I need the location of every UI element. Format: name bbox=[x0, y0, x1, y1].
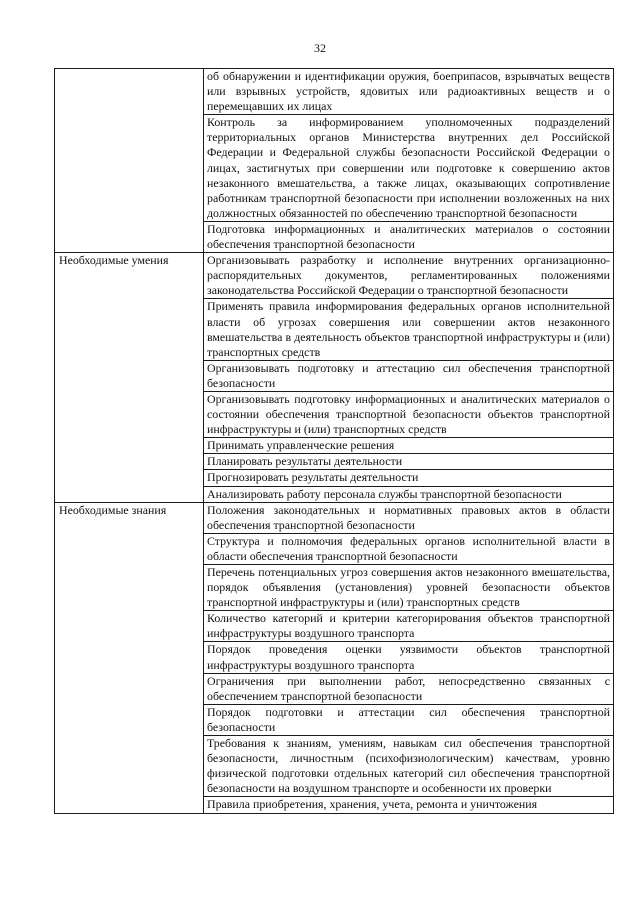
item-cell: Анализировать работу персонала службы транспортной безопасности bbox=[204, 486, 614, 502]
table-row bbox=[55, 253, 614, 299]
page-number: 32 bbox=[314, 41, 326, 55]
item-cell: Контроль за информированием уполномоченных подразделений территориальных органов Министерства внутренних дел Российской Федерации и Федеральной службы безопасности Российской Федерации о лицах, застигнутых при совершении или подготовке к совершению актов незаконного вмешательства, а также лицах, оказывающих сопротивление работникам транспортной безопасности при исполнении возложенных на них должностных обязанностей по обеспечению транспортной безопасности bbox=[204, 115, 614, 222]
item-cell: Перечень потенциальных угроз совершения актов незаконного вмешательства, порядок объявления (установления) уровней безопасности объектов транспортной инфраструктуры и (или) транспортных средств bbox=[204, 565, 614, 611]
item-cell: Принимать управленческие решения bbox=[204, 438, 614, 454]
item-cell: Порядок подготовки и аттестации сил обеспечения транспортной безопасности bbox=[204, 704, 614, 735]
item-cell: Организовывать подготовку информационных и аналитических материалов о состоянии обеспечения транспортной безопасности объектов транспортной инфраструктуры и (или) транспортных средств bbox=[204, 391, 614, 437]
item-cell: Организовывать разработку и исполнение внутренних организационно-распорядительных документов, регламентированных положениями законодательства Российской Федерации о транспортной безопасности bbox=[204, 253, 614, 299]
table-row bbox=[55, 69, 614, 115]
item-cell: Требования к знаниям, умениям, навыкам сил обеспечения транспортной безопасности, личностным (психофизиологическим) качествам, уровню физической подготовки отдельных категорий сил обеспечения транспортной безопасности на воздушном транспорте и особенности их проверки bbox=[204, 736, 614, 797]
category-cell-knowledge: Необходимые знания bbox=[55, 502, 204, 813]
item-cell: Правила приобретения, хранения, учета, ремонта и уничтожения bbox=[204, 797, 614, 813]
item-cell: Структура и полномочия федеральных органов исполнительной власти в области обеспечения транспортной безопасности bbox=[204, 533, 614, 564]
item-cell: Подготовка информационных и аналитических материалов о состоянии обеспечения транспортной безопасности bbox=[204, 221, 614, 252]
item-cell: Организовывать подготовку и аттестацию сил обеспечения транспортной безопасности bbox=[204, 360, 614, 391]
category-cell-skills: Необходимые умения bbox=[55, 253, 204, 503]
item-cell: об обнаружении и идентификации оружия, боеприпасов, взрывчатых веществ или взрывных устройств, ядовитых или радиоактивных веществ и о перемещавших их лицах bbox=[204, 69, 614, 115]
item-cell: Планировать результаты деятельности bbox=[204, 454, 614, 470]
category-cell bbox=[55, 69, 204, 253]
item-cell: Порядок проведения оценки уязвимости объектов транспортной инфраструктуры воздушного транспорта bbox=[204, 642, 614, 673]
table-row bbox=[55, 502, 614, 533]
item-cell: Ограничения при выполнении работ, непосредственно связанных с обеспечением транспортной безопасности bbox=[204, 673, 614, 704]
item-cell: Прогнозировать результаты деятельности bbox=[204, 470, 614, 486]
item-cell: Количество категорий и критерии категорирования объектов транспортной инфраструктуры воздушного транспорта bbox=[204, 611, 614, 642]
item-cell: Применять правила информирования федеральных органов исполнительной власти об угрозах совершения или совершении актов незаконного вмешательства в деятельность объектов транспортной инфраструктуры и (или) транспортных средств bbox=[204, 299, 614, 360]
item-cell: Положения законодательных и нормативных правовых актов в области обеспечения транспортной безопасности bbox=[204, 502, 614, 533]
requirements-table bbox=[54, 68, 614, 814]
